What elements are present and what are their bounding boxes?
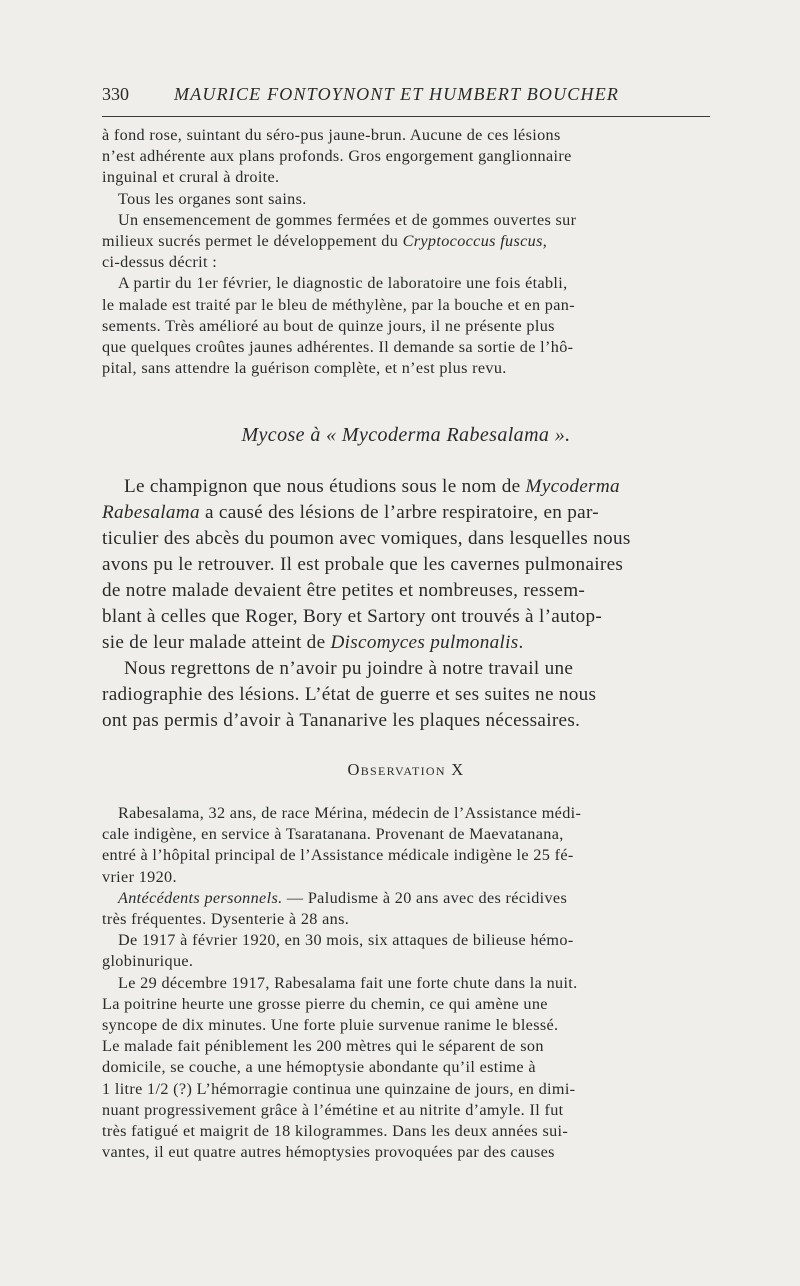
observation-title: Observation X [347, 760, 465, 779]
page-number: 330 [102, 84, 129, 104]
paragraph-antecedents [102, 888, 710, 930]
line: ci-dessus décrit : [102, 253, 218, 272]
line-end: — Paludisme à 20 ans avec des récidives [282, 888, 568, 907]
line: ticulier des abcès du poumon avec vomiques, dans lesquelles nous [102, 528, 631, 549]
line: Le malade fait péniblement les 200 mètres qui le séparent de son [102, 1037, 544, 1056]
case-continuation-block [102, 125, 710, 379]
line: Nous regrettons de n’avoir pu joindre à notre travail une [124, 658, 574, 679]
paragraph-organs [102, 189, 710, 210]
line: entré à l’hôpital principal de l’Assistance médicale indigène le 25 fé- [102, 846, 574, 865]
line: vrier 1920. [102, 867, 177, 886]
line: Tous les organes sont sains. [118, 189, 307, 208]
line: domicile, se couche, a une hémoptysie abondante qu’il estime à [102, 1058, 536, 1077]
line: inguinal et crural à droite. [102, 168, 280, 187]
species-name: Cryptococcus fuscus [402, 232, 543, 251]
line: cale indigène, en service à Tsaratanana. Provenant de Maevatanana, [102, 825, 564, 844]
paragraph-lesions [102, 125, 710, 189]
line-start: sie de leur malade atteint de [102, 632, 331, 653]
species-name: Mycoderma [525, 476, 620, 497]
line: ont pas permis d’avoir à Tananarive les plaques nécessaires. [102, 710, 581, 731]
line: A partir du 1er février, le diagnostic de laboratoire une fois établi, [118, 274, 568, 293]
paragraph-radiography [102, 656, 710, 734]
line: nuant progressivement grâce à l’émétine et au nitrite d’amyle. Il fut [102, 1100, 564, 1119]
line-end: a causé des lésions de l’arbre respiratoire, en par- [199, 502, 599, 523]
line: à fond rose, suintant du séro-pus jaune-brun. Aucune de ces lésions [102, 126, 561, 144]
paragraph-treatment [102, 273, 710, 379]
species-name: Discomyces pulmonalis [330, 632, 519, 653]
line: que quelques croûtes jaunes adhérentes. Il demande sa sortie de l’hô- [102, 338, 574, 357]
paragraph-discussion [102, 474, 710, 656]
line: avons pu le retrouver. Il est probale que les cavernes pulmonaires [102, 554, 624, 575]
line-end: . [518, 632, 524, 653]
line-end: , [542, 232, 548, 251]
discussion-block [102, 474, 710, 734]
line: pital, sans attendre la guérison complète, et n’est plus revu. [102, 359, 507, 378]
line: très fatigué et maigrit de 18 kilogrammes. Dans les deux années sui- [102, 1122, 569, 1141]
line: le malade est traité par le bleu de méthylène, par la bouche et en pan- [102, 295, 575, 314]
paragraph-patient [102, 803, 710, 888]
paragraph-culture [102, 210, 710, 274]
line: vantes, il eut quatre autres hémoptysies provoquées par des causes [102, 1143, 555, 1162]
line: Un ensemencement de gommes fermées et de gommes ouvertes sur [118, 210, 577, 229]
line: Rabesalama, 32 ans, de race Mérina, médecin de l’Assistance médi- [118, 804, 582, 822]
line: 1 litre 1/2 (?) L’hémorragie continua une quinzaine de jours, en dimi- [102, 1079, 576, 1098]
paragraph-attacks [102, 930, 710, 972]
header-rule [102, 116, 710, 117]
line: blant à celles que Roger, Bory et Sartory ont trouvés à l’autop- [102, 606, 603, 627]
line: radiographie des lésions. L’état de guerre et ses suites ne nous [102, 684, 597, 705]
line: sements. Très amélioré au bout de quinze jours, il ne présente plus [102, 316, 555, 335]
line: La poitrine heurte une grosse pierre du chemin, ce qui amène une [102, 994, 548, 1013]
running-title: MAURICE FONTOYNONT ET HUMBERT BOUCHER [174, 84, 620, 104]
line: syncope de dix minutes. Une forte pluie survenue ranime le blessé. [102, 1016, 559, 1035]
line: Le 29 décembre 1917, Rabesalama fait une forte chute dans la nuit. [118, 973, 578, 992]
section-title: Mycose à « Mycoderma Rabesalama ». [241, 424, 571, 446]
observation-block [102, 803, 710, 1163]
line: globinurique. [102, 952, 194, 971]
paragraph-accident [102, 973, 710, 1164]
line: très fréquentes. Dysenterie à 28 ans. [102, 910, 350, 929]
subheading: Antécédents personnels. [118, 888, 283, 907]
line-start: Le champignon que nous étudions sous le nom de [124, 476, 526, 497]
line: de notre malade devaient être petites et nombreuses, ressem- [102, 580, 586, 601]
species-name: Rabesalama [102, 502, 200, 523]
line: n’est adhérente aux plans profonds. Gros engorgement ganglionnaire [102, 147, 572, 166]
running-head [102, 84, 710, 108]
line: De 1917 à février 1920, en 30 mois, six attaques de bilieuse hémo- [118, 931, 574, 950]
line-start: milieux sucrés permet le développement du [102, 232, 403, 251]
